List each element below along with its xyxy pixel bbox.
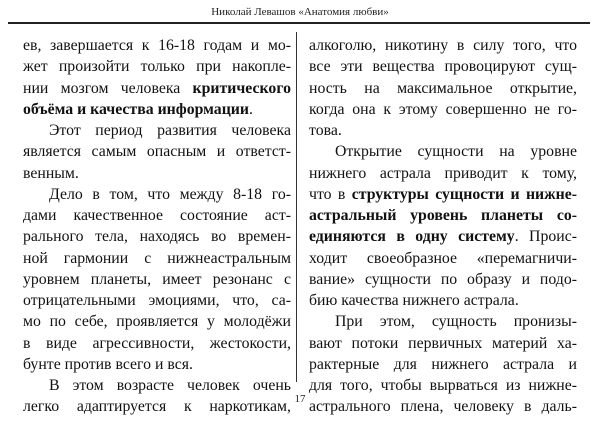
text-line: Дело в том, что между 8-18 го- xyxy=(49,185,291,203)
left-column xyxy=(23,35,291,418)
text-line xyxy=(309,205,577,226)
text-line: в виде агрессивности, жестокости, xyxy=(23,334,291,352)
paragraph xyxy=(23,120,291,184)
text-line: все эти вещества провоцируют сущ- xyxy=(309,58,577,76)
text-line: когда она к этому совершенно не го- xyxy=(309,100,577,118)
text-line: для того, чтобы вырваться из нижне- xyxy=(309,377,577,394)
text-line: вают потоки первичных материй ха- xyxy=(309,334,577,352)
text-run: нии мозгом человека xyxy=(23,79,193,97)
bold-emphasis: структуры сущности и нижне- xyxy=(351,185,577,203)
text-line: жет произойти только при накопле- xyxy=(23,58,291,76)
text-line: бию качества нижнего астрала. xyxy=(309,292,519,309)
header-rule xyxy=(8,22,590,24)
paragraph xyxy=(309,141,577,311)
bold-emphasis: критического xyxy=(192,79,291,97)
paragraph xyxy=(23,184,291,375)
bold-emphasis: объёма и качества информации xyxy=(23,100,249,118)
page-number: 17 xyxy=(294,393,306,405)
running-header: Николай Левашов «Анатомия любви» xyxy=(211,6,389,18)
text-line: ной гармонии с нижнеастральным xyxy=(23,249,291,267)
text-line: ность на максимальное открытие, xyxy=(309,79,577,97)
paragraph xyxy=(309,35,577,141)
text-line: легко адаптируется к наркотикам, xyxy=(23,398,291,416)
text-line xyxy=(23,78,291,99)
text-line: мо по себе, проявляется у молодёжи xyxy=(23,313,291,331)
bold-emphasis: единяются в одну систему xyxy=(309,228,515,246)
text-line: това. xyxy=(309,122,342,139)
right-column xyxy=(309,35,577,418)
text-line: астрального плена, человеку в даль- xyxy=(309,398,577,416)
text-line: Этот период развития человека xyxy=(49,122,291,139)
bold-emphasis: астральный уровень планеты со- xyxy=(309,207,577,224)
text-line: Открытие сущности на уровне xyxy=(335,143,577,161)
column-divider xyxy=(296,32,297,382)
text-line xyxy=(309,184,577,205)
text-line: При этом, сущность пронизы- xyxy=(335,313,577,331)
text-line: отрицательными эмоциями, что, са- xyxy=(23,292,291,309)
text-run: . Проис- xyxy=(514,228,577,246)
text-line: является самым опасным и ответст- xyxy=(23,143,291,161)
text-line xyxy=(23,99,291,120)
text-line: уровнем планеты, имеет резонанс с xyxy=(23,270,291,288)
text-line: ев, завершается к 16-18 годам и мо- xyxy=(23,37,291,54)
text-line: рального тела, находясь во времен- xyxy=(23,228,291,246)
text-run: что в xyxy=(309,185,352,203)
paragraph xyxy=(23,35,291,120)
text-line: В этом возрасте человек очень xyxy=(49,377,291,394)
text-line: вание» сущности по образу и подо- xyxy=(309,270,577,288)
text-line: венным. xyxy=(23,164,79,182)
text-line: бунте против всего и вся. xyxy=(23,355,193,373)
text-run: . xyxy=(249,100,253,118)
text-line xyxy=(309,226,577,247)
text-line: ходит своеобразное «перемагничи- xyxy=(309,249,577,267)
text-line: рактерные для нижнего астрала и xyxy=(309,355,577,373)
text-line: дами качественное состояние аст- xyxy=(23,207,291,224)
text-line: нижнего астрала приводит к тому, xyxy=(309,164,577,182)
text-line: алкоголю, никотину в силу того, что xyxy=(309,37,577,54)
